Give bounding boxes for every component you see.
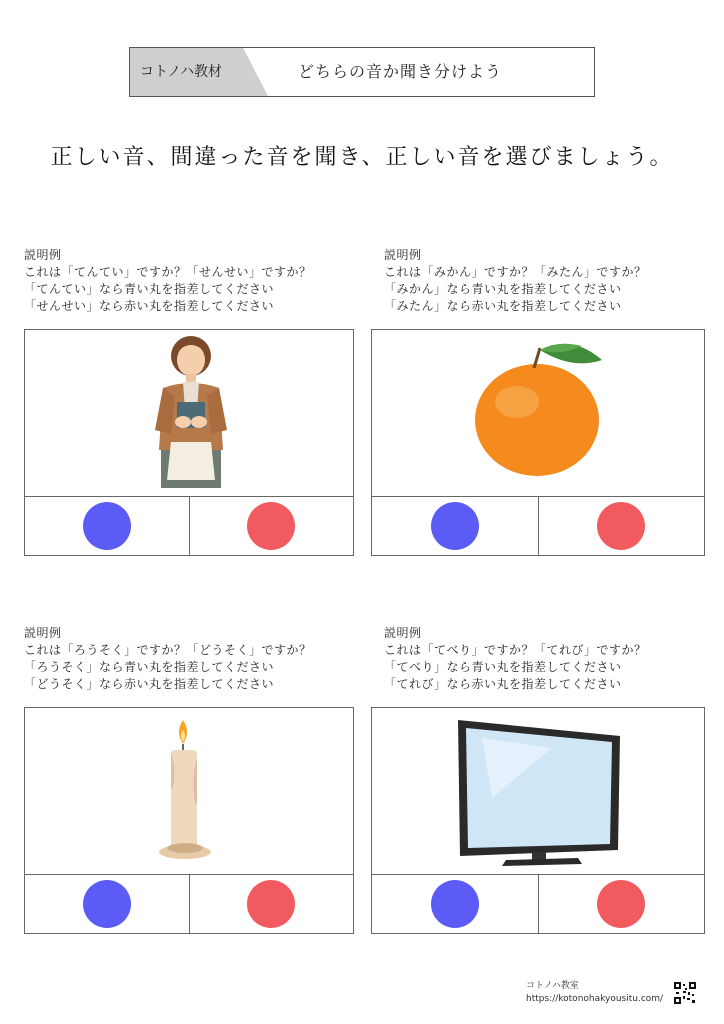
card-teacher — [24, 247, 354, 315]
blue-circle[interactable] — [83, 502, 131, 550]
answer-cell-blue — [372, 875, 538, 933]
card-line: 「てれび」なら赤い丸を指差してください — [384, 677, 622, 691]
answer-cell-blue — [25, 497, 189, 555]
candle-illustration — [25, 708, 353, 874]
mandarin-orange-illustration — [372, 330, 704, 496]
red-circle[interactable] — [247, 880, 295, 928]
answer-cell-blue — [25, 875, 189, 933]
header-tab-label: コトノハ教材 — [140, 64, 223, 80]
answer-cell-red — [189, 875, 354, 933]
image-box — [24, 707, 354, 875]
card-mandarin — [384, 247, 714, 315]
card-description — [24, 247, 354, 315]
image-box — [24, 329, 354, 497]
card-line: 「せんせい」なら赤い丸を指差してください — [24, 299, 275, 313]
card-heading: 説明例 — [24, 248, 62, 262]
card-line: これは「てんてい」ですか？「せんせい」ですか？ — [24, 265, 312, 279]
card-line: これは「てべり」ですか？「てれび」ですか？ — [384, 643, 647, 657]
card-heading: 説明例 — [24, 626, 62, 640]
card-line: これは「ろうそく」ですか？「どうそく」ですか？ — [24, 643, 312, 657]
blue-circle[interactable] — [83, 880, 131, 928]
card-television — [384, 625, 714, 693]
card-line: 「どうそく」なら赤い丸を指差してください — [24, 677, 275, 691]
card-description — [384, 625, 714, 693]
card-line: 「てんてい」なら青い丸を指差してください — [24, 282, 275, 296]
card-line: 「みたん」なら赤い丸を指差してください — [384, 299, 622, 313]
television-illustration — [372, 708, 704, 874]
worksheet-header — [129, 47, 595, 97]
qr-code-icon — [674, 982, 696, 1004]
answer-row — [24, 496, 354, 556]
red-circle[interactable] — [597, 502, 645, 550]
answer-cell-red — [189, 497, 354, 555]
answer-row — [371, 874, 705, 934]
card-line: 「てべり」なら青い丸を指差してください — [384, 660, 622, 674]
teacher-illustration — [25, 330, 353, 496]
footer — [526, 980, 663, 1006]
image-box — [371, 329, 705, 497]
card-line: 「ろうそく」なら青い丸を指差してください — [24, 660, 275, 674]
answer-cell-red — [538, 875, 705, 933]
answer-cell-blue — [372, 497, 538, 555]
worksheet-title: どちらの音か聞き分けよう — [298, 62, 503, 81]
blue-circle[interactable] — [431, 880, 479, 928]
blue-circle[interactable] — [431, 502, 479, 550]
card-line: これは「みかん」ですか？「みたん」ですか？ — [384, 265, 647, 279]
answer-row — [371, 496, 705, 556]
footer-url[interactable]: https://kotonohakyousitu.com/ — [526, 994, 664, 1004]
answer-cell-red — [538, 497, 705, 555]
card-candle — [24, 625, 354, 693]
card-description — [384, 247, 714, 315]
red-circle[interactable] — [247, 502, 295, 550]
image-box — [371, 707, 705, 875]
footer-school-name: コトノハ教室 — [526, 981, 579, 991]
answer-row — [24, 874, 354, 934]
card-description — [24, 625, 354, 693]
card-line: 「みかん」なら青い丸を指差してください — [384, 282, 622, 296]
card-heading: 説明例 — [384, 248, 422, 262]
red-circle[interactable] — [597, 880, 645, 928]
instruction-text: 正しい音、間違った音を聞き、正しい音を選びましょう。 — [50, 145, 674, 170]
card-heading: 説明例 — [384, 626, 422, 640]
